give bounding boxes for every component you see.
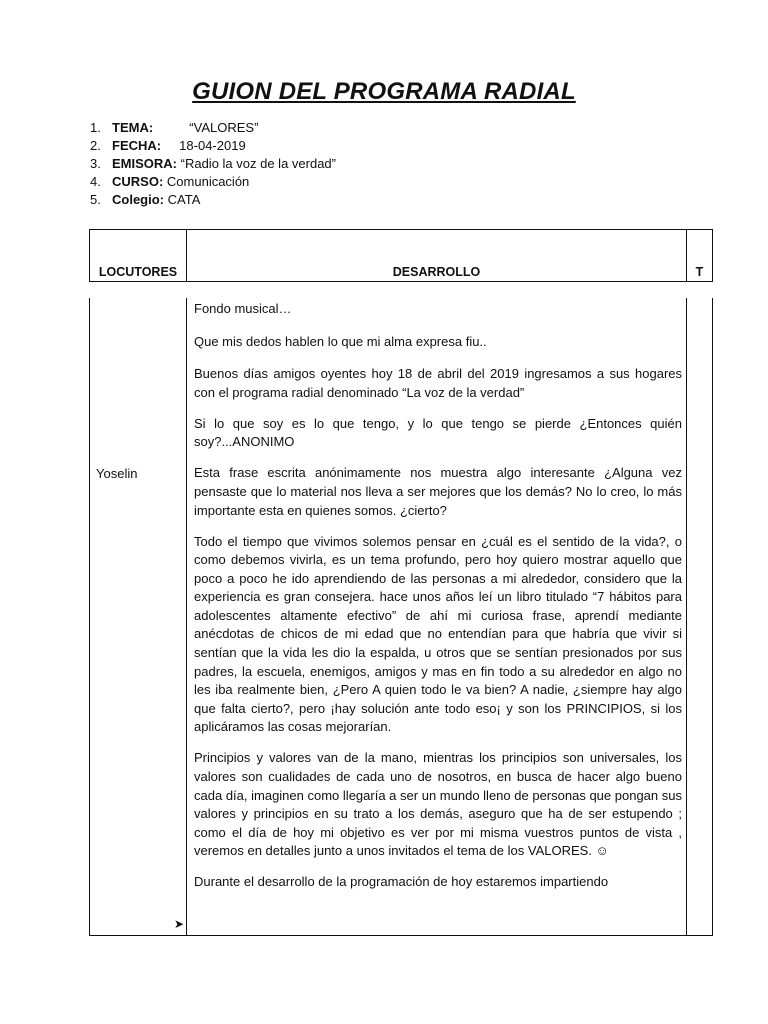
- info-value: Comunicación: [166, 174, 250, 189]
- bullet-arrow-icon: ➤: [174, 917, 185, 931]
- info-item-fecha: [90, 137, 336, 155]
- info-label: CURSO:: [112, 174, 164, 189]
- info-value: 18-04-2019: [179, 138, 246, 153]
- item-number: 3.: [90, 156, 101, 171]
- script-paragraph: Esta frase escrita anónimamente nos muestra algo interesante ¿Alguna vez pensaste que lo material nos lleva a ser mejores que los demás? No lo creo, lo más importante esta en quienes somos. ¿cierto?: [194, 465, 682, 518]
- info-value: CATA: [167, 192, 201, 207]
- script-paragraph: Fondo musical…: [194, 301, 292, 316]
- table-body: [89, 298, 713, 936]
- header-locutores: LOCUTORES: [98, 265, 178, 279]
- info-value: “VALORES”: [189, 120, 259, 135]
- info-item-emisora: [90, 155, 336, 173]
- item-number: 1.: [90, 120, 101, 135]
- item-number: 5.: [90, 192, 101, 207]
- item-number: 4.: [90, 174, 101, 189]
- info-value: “Radio la voz de la verdad”: [180, 156, 336, 171]
- locutor-name: Yoselin: [96, 466, 138, 481]
- column-divider: [686, 298, 687, 935]
- info-item-curso: [90, 173, 336, 191]
- info-item-colegio: [90, 191, 336, 209]
- info-item-tema: [90, 119, 336, 137]
- info-label: FECHA:: [112, 138, 162, 153]
- script-paragraph: Si lo que soy es lo que tengo, y lo que tengo se pierde ¿Entonces quién soy?...ANONIMO: [194, 415, 682, 450]
- info-label: Colegio:: [112, 192, 164, 207]
- header-desarrollo: DESARROLLO: [392, 265, 481, 279]
- info-label: EMISORA:: [112, 156, 177, 171]
- script-paragraph: Durante el desarrollo de la programación de hoy estaremos impartiendo: [194, 874, 609, 890]
- column-divider: [186, 298, 187, 935]
- script-paragraph: Que mis dedos hablen lo que mi alma expresa fiu..: [194, 333, 487, 349]
- script-paragraph: Principios y valores van de la mano, mientras los principios son universales, los valores son cualidades de cada uno de nosotros, en busca de hacer algo bueno cada día, imaginen como llegaría a ser un mundo lleno de personas que pongan sus valores y principios en su trato a los demás, aseguro que ha de ser estupendo ; como el día de hoy mi objetivo es ver por mi misma vuestros puntos de vista , veremos en detalles junto a unos invitados el tema de los VALORES. ☺: [194, 750, 682, 859]
- item-number: 2.: [90, 138, 101, 153]
- header-t: T: [695, 265, 704, 279]
- document-title: GUION DEL PROGRAMA RADIAL: [192, 78, 576, 105]
- table-header: [89, 229, 713, 282]
- script-paragraph: Buenos días amigos oyentes hoy 18 de abril del 2019 ingresamos a sus hogares con el programa radial denominado “La voz de la verdad”: [194, 366, 682, 400]
- program-info-list: [90, 119, 336, 209]
- desarrollo-cell: [194, 300, 682, 934]
- info-label: TEMA:: [112, 120, 154, 135]
- script-paragraph: Todo el tiempo que vivimos solemos pensar en ¿cuál es el sentido de la vida?, o como debemos vivirla, es un tema profundo, pero hoy quiero mostrar aquello que poco a poco he ido aprendiendo de las personas a mi alrededor, considero que la experiencia es gran consejera. hace unos años leí un libro titulado “7 hábitos para adolescentes altamente efectivo” de ahí mi curiosa frase, aprendí mediante anécdotas de chicos de mi edad que no entendían para que habría que vivir si sentían que la vida les dio la espalda, u otros que se sentían presionados por sus padres, la escuela, enemigos, amigos y mas en fin todo a su alrededor en algo no les iba realmente bien, ¿Pero A quien todo le va bien? A nadie, ¿siempre hay algo que falta cierto?, pero ¡hay solución ante todo eso¡ y son los PRINCIPIOS, si los aplicáramos las cosas mejorarían.: [194, 533, 682, 735]
